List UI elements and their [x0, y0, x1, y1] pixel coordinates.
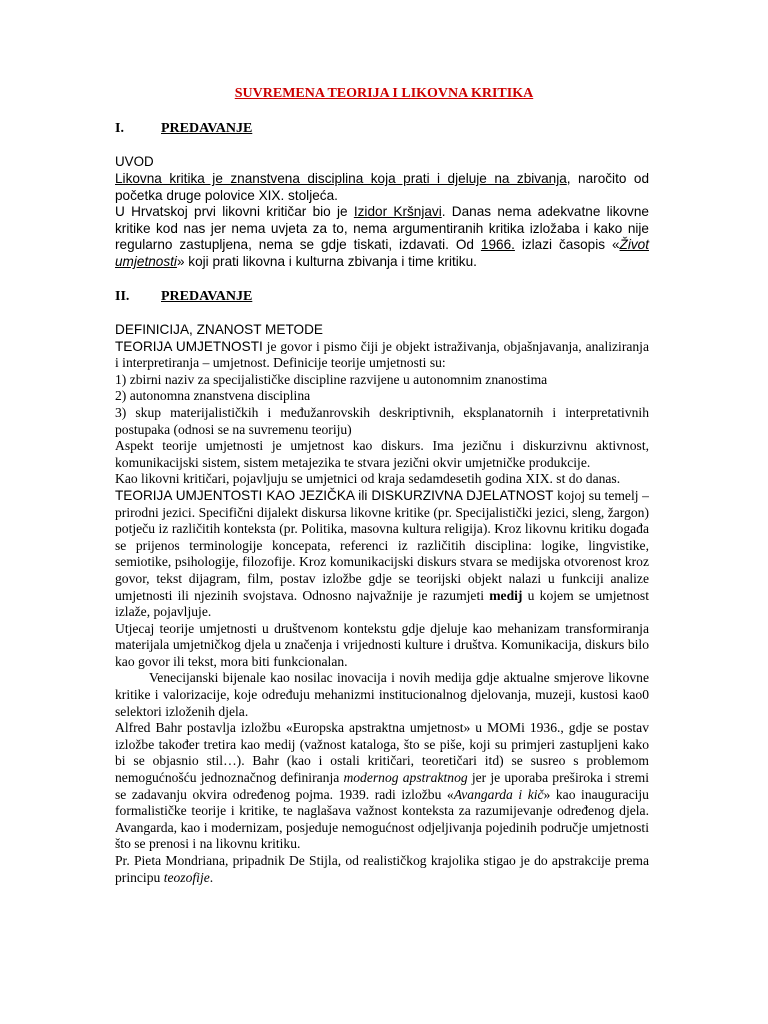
paragraph: Kao likovni kritičari, pojavljuju se umjetnici od kraja sedamdesetih godina XIX. st do danas. — [115, 471, 621, 487]
section-number: II. — [115, 289, 130, 304]
paragraph — [115, 339, 649, 372]
text: » koji prati likovna i kulturna zbivanja i time kritiku. — [176, 253, 477, 269]
paragraph: Aspekt teorije umjetnosti je umjetnost kao diskurs. Ima jezičnu i diskurzivnu aktivnost, komunikacijski sistem, sistem metajezika te stvara jezični okvir umjetničke produkcije. — [115, 438, 649, 470]
text: jer je uporaba preširoka i stremi se zadavanju okvira određenog pojma. 1939. radi izložbu « — [115, 770, 649, 802]
magazine-title: Život umjetnosti — [115, 237, 649, 269]
text: » kao inauguraciju formalističke teorije i kritike, te naglašava važnost konteksta za razumijevanje određenog djela. Avangarda, kao i modernizam, posjeduje nemogućnost odjeljivanja pojedinih područje umjetnosti što se prenosi i na likovnu kritiku. — [115, 786, 649, 852]
uvod-heading: UVOD — [115, 154, 154, 169]
text: . — [209, 869, 214, 885]
underlined-year: 1966. — [480, 237, 515, 253]
text: Pr. Pieta Mondriana, pripadnik De Stijla, od realističkog krajolika stigao je do apstrakcije prema principu — [115, 853, 649, 885]
bold-term: medij — [489, 587, 523, 603]
document-title: SUVREMENA TEORIJA I LIKOVNA KRITIKA — [234, 86, 534, 101]
paragraph — [115, 853, 649, 886]
paragraph: Utjecaj teorije umjetnosti u društvenom kontekstu gdje djeluje kao mehanizam transformiranja materijala umjetničkog djela u značenja i vrijednosti kulture i društva. Komunikacija, diskurs bilo kao govor ili tekst, mora biti funkcionalan. — [115, 620, 649, 669]
text: izlazi časopis « — [514, 237, 620, 253]
section-1-body — [115, 171, 649, 271]
underlined-text: Likovna kritika je znanstvena disciplina koja prati i djeluje na zbivanja — [115, 171, 567, 186]
list-item: 3) skup materijalističkih i međužanrovskih deskriptivnih, eksplanatornih i interpretativnih postupaka (odnosi se na suvremenu teoriju) — [115, 404, 649, 437]
paragraph — [115, 488, 649, 621]
italic-term: modernog apstraktnog — [343, 770, 468, 786]
text: . Danas nema adekvatne likovne kritike kod nas jer nema uvjeta za to, nema argumentiranih kritika izložaba i kako nije regularno zastupljena, nema se gdje tiskati, izdavati. Od — [115, 204, 649, 253]
text: kojoj su temelj – prirodni jezici. Specifični dijalekt diskursa likovne kritike (pr. Specijalistički jezici, sleng, žargon) potječu iz različitih konteksta (pr. Politika, masovna kultura religija). Kroz likovnu kritiku događa se prijenos terminologije koncepata, referenci iz različitih disciplina: logike, lingvistike, semiotike, psihologije, filozofije. Kroz komunikacijski diskurs stvara se medijska otvorenost kroz govor, tekst dijagram, film, postav izložbe gdje se teorijski objekt nalazi u funkciji analize umjetnosti ili njezinih svojstava. Odnosno najvažnije je razumjeti — [115, 487, 649, 603]
italic-term: teozofije — [163, 869, 210, 885]
text: u kojem se umjetnost izlaže, pojavljuje. — [115, 587, 650, 620]
section-label: PREDAVANJE — [161, 121, 253, 136]
section-heading-2 — [115, 289, 252, 305]
underlined-name: Izidor Kršnjavi — [353, 204, 442, 220]
term: TEORIJA UMJENTOSTI KAO JEZIČKA ili DISKURZIVNA DJELATNOST — [115, 487, 554, 503]
text: Alfred Bahr postavlja izložbu «Europska apstraktna umjetnost» u MOMi 1936., gdje se postav izložbe također tretira kao medij (važnost kataloga, što se piše, koji su primjeri zastupljeni kako bi se objasnio stil…). Bahr (kao i ostali kritičari, teoretičari itd) se susreo s problemom nemogućnošću jednoznačnog definiranja — [115, 720, 649, 786]
subheading: DEFINICIJA, ZNANOST METODE — [115, 322, 323, 337]
paragraph: Venecijanski bijenale kao nosilac inovacija i novih medija gdje aktualne smjerove likovne kritike i valorizacije, koje određuju mehanizmi institucionalnog djelovanja, muzeji, kustosi kao0 selektori izloženih djela. — [115, 670, 649, 719]
text: je govor i pismo čiji je objekt istraživanja, objašnjavanja, analiziranja i interpretiranja – umjetnost. Definicije teorije umjetnosti su: — [115, 338, 649, 371]
text: , naročito od početka druge polovice XIX. stoljeća. — [115, 171, 649, 203]
list-item: 1) zbirni naziv za specijalističke discipline razvijene u autonomnim znanostima — [115, 371, 548, 387]
section-2-body — [115, 322, 649, 886]
paragraph — [115, 204, 649, 270]
italic-title: Avangarda i kič — [453, 786, 544, 802]
section-heading-1 — [115, 121, 252, 137]
section-number: I. — [115, 121, 124, 136]
section-label: PREDAVANJE — [161, 289, 253, 304]
paragraph — [115, 171, 649, 204]
paragraph — [115, 720, 649, 853]
text: U Hrvatskoj prvi likovni kritičar bio je — [115, 204, 354, 220]
term: TEORIJA UMJETNOSTI — [115, 338, 263, 354]
list-item: 2) autonomna znanstvena disciplina — [115, 388, 311, 404]
